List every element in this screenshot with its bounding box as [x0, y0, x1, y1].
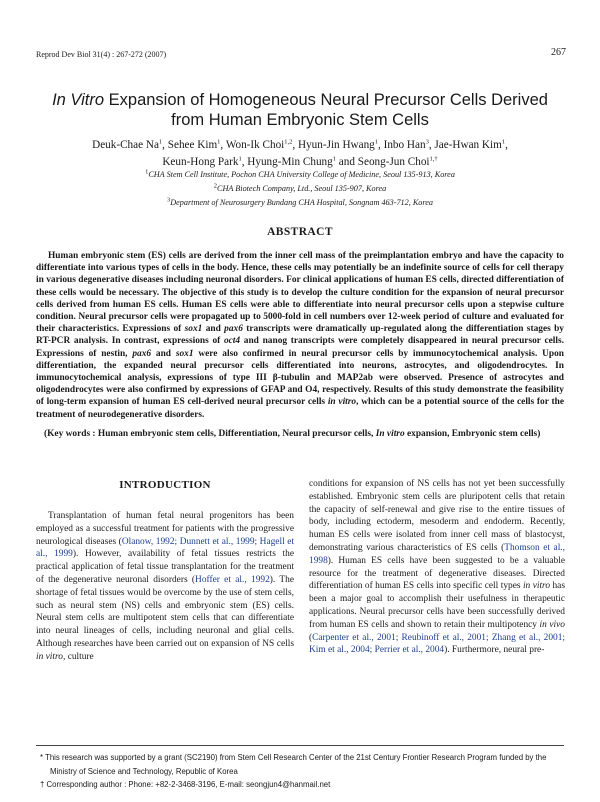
affiliation: $^2$CHA Biotech Company, Ltd., Seoul 135-907, Korea: [213, 182, 387, 193]
abstract-heading: ABSTRACT: [267, 226, 333, 238]
citation-link[interactable]: Thomson et al., 1998: [309, 542, 565, 566]
footnote-divider: [36, 745, 564, 746]
citation-link[interactable]: Hoffer et al., 1992: [195, 574, 270, 585]
title-line1: Expansion of Homogeneous Neural Precursor Cells Derived: [104, 91, 548, 109]
author-list: Deuk-Chae Na$^1$, Sehee Kim$^1$, Won-Ik Choi$^{1,2}$, Hyun-Jin Hwang$^1$, Inbo Han$^3$, Jae-Hwan Kim$^1$, Keun-Hong Park$^1$, Hyung-Min Chung$^1$ and Seong-Jun Choi$^{1,\dagger}$: [92, 138, 508, 168]
author: Inbo Han$^3$: [383, 138, 429, 151]
author: Jae-Hwan Kim$^1$: [434, 138, 506, 151]
title-line2: from Human Embryonic Stem Cells: [171, 111, 429, 129]
author: Sehee Kim$^1$: [167, 138, 221, 151]
keywords: (Key words : Human embryonic stem cells, Differentiation, Neural precursor cells, In vitro expansion, Embryonic stem cells): [44, 429, 541, 439]
citation-link[interactable]: Olanow, 1992; Dunnett et al., 1999; Hagell et al., 1999: [36, 536, 294, 560]
author: Hyung-Min Chung$^1$: [247, 155, 336, 168]
author-joiner: and: [338, 156, 355, 168]
author: Keun-Hong Park$^1$: [162, 155, 242, 168]
author: Won-Ik Choi$^{1,2}$: [225, 138, 293, 151]
author: Deuk-Chae Na$^1$: [92, 138, 163, 151]
intro-column-right: conditions for expansion of NS cells has not yet been successfully established. Embryonic stem cells are pluripotent cells that retain the capacity of self-renewal and give rise to the entire tissues of body, including ectoderm, mesoderm and endoderm. Recently, human ES cells were isolated from inner cell mass of blastocyst, demonstrating various characteristics of ES cells (Thomson et al., 1998). Human ES cells have been suggested to be a valuable resource for the treatment of degenerative diseases. Directed differentiation of human ES cells into specific cell types in vitro has been a major goal to accomplish their usefulness in therapeutic applications. Neural precursor cells have been successfully derived from human ES cells and shown to retain their multipotency in vivo (Carpenter et al., 2001; Reubinoff et al., 2001; Zhang et al., 2001; Kim et al., 2004; Perrier et al., 2004). Furthermore, neural pre-: [309, 479, 565, 656]
funding-footnote: * This research was supported by a grant (SC2190) from Stem Cell Research Center of the 21st Century Frontier Research Program funded by the Ministry of Science and Technology, Republic of Korea: [40, 753, 547, 776]
intro-column-left: Transplantation of human fetal neural progenitors has been employed as a successful treatment for patients with the progressive neurological diseases (Olanow, 1992; Dunnett et al., 1999; Hagell et al., 1999). However, availability of fetal tissues restricts the practical application of fetal tissue transplantation for the treatment of the degenerative neuronal disorders (Hoffer et al., 1992). The shortage of fetal tissues would be overcome by the use of stem cells, such as neural stem (NS) cells and embryonic stem (ES) cells. Neural stem cells are multipotent stem cells that can differentiate into neural lineages of cells, including neuronal and glial cells. Although researches have been carried out on expansion of NS cells in vitro, culture: [36, 511, 294, 662]
author: Seong-Jun Choi$^{1,\dagger}$: [357, 155, 438, 168]
abstract-text: Human embryonic stem (ES) cells are derived from the inner cell mass of the preimplantation embryo and have the capacity to differentiate into various types of cells in the body. Hence, these cells may potentially be an indefinite source of cells for cell therapy in various degenerative diseases including neuronal disorders. For clinical applications of human ES cells, directed differentiation of these cells would be necessary. The objective of this study is to develop the culture condition for the expansion of neural precursor cells derived from human ES cells. Human ES cells were able to differentiate into neural precursor cells upon a stepwise culture condition. Neural precursor cells were propagated up to 5000-fold in cell numbers over 12-week period of culture and evaluated for their characteristics. Expressions of sox1 and pax6 transcripts were dramatically up-regulated along the differentiation stages by RT-PCR analysis. In contrast, expressions of oct4 and nanog transcripts were completely disappeared in neural precursor cells. Expressions of nestin, pax6 and sox1 were also confirmed in neural precursor cells by immunocytochemical analysis. Upon differentiation, the expanded neural precursor cells differentiated into neurons, astrocytes, and oligodendrocytes. In immunocytochemical analysis, expressions of type III β-tubulin and MAP2ab were observed. Presence of astrocytes and oligodendrocytes were also confirmed by expressions of GFAP and O4, respectively. Results of this study demonstrate the feasibility of long-term expansion of human ES cell-derived neural precursor cells in vitro, which can be a potential source of the cells for the treatment of neurodegenerative disorders.: [36, 251, 564, 420]
page-number: 267: [551, 47, 566, 58]
author: Hyun-Jin Hwang$^1$: [298, 138, 379, 151]
section-heading-introduction: INTRODUCTION: [119, 479, 211, 491]
affiliation: $^3$Department of Neurosurgery Bundang CHA Hospital, Songnam 463-712, Korea: [167, 196, 433, 207]
affiliation: $^1$CHA Stem Cell Institute, Pochon CHA University College of Medicine, Seoul 135-913, Korea: [145, 168, 455, 179]
running-head: Reprod Dev Biol 31(4) : 267-272 (2007): [36, 50, 167, 59]
affiliations: [40, 168, 560, 210]
citation-link[interactable]: Carpenter et al., 2001; Reubinoff et al., 2001; Zhang et al., 2001; Kim et al., 2004; Perrier et al., 2004: [309, 632, 565, 656]
footnotes: [36, 751, 564, 792]
title-italic: In Vitro: [52, 91, 105, 109]
article-title: [40, 90, 560, 130]
corresponding-author-footnote: † Corresponding author : Phone: +82-2-3468-3196, E-mail: seongjun4@hanmail.net: [40, 780, 331, 789]
